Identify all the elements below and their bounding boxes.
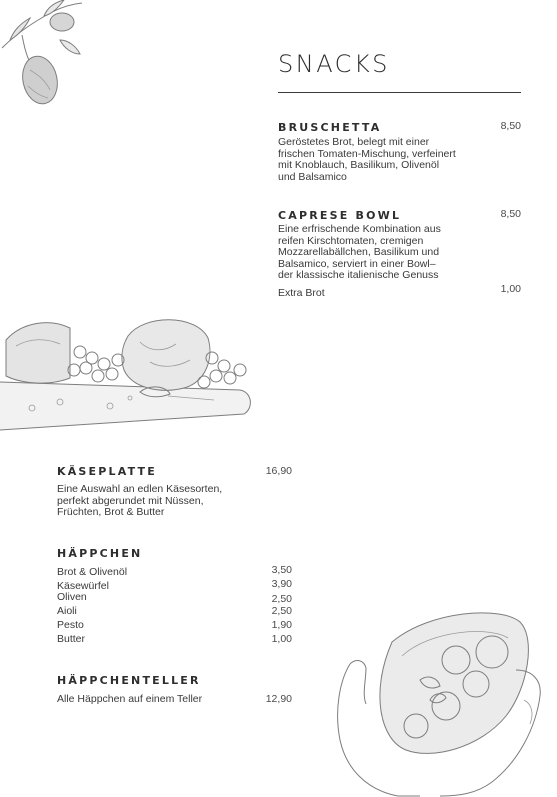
haeppchen-name: HÄPPCHEN [57, 547, 143, 560]
extra-bread-price: 1,00 [500, 283, 521, 295]
olive-branch-illustration [0, 0, 95, 110]
caprese-bowl-description: Eine erfrischende Kombination aus reifen Kirschtomaten, cremigen Mozzarellabällchen, Basilikum und Balsamico, serviert in einer Bowl– der klassische italienische Genuss [278, 223, 441, 282]
caprese-bowl-name: CAPRESE BOWL [278, 209, 402, 222]
kaeseplatte-description: Eine Auswahl an edlen Käsesorten, perfekt abgerundet mit Nüssen, Früchten, Brot & Butter [57, 483, 223, 519]
haeppchenteller-price: 12,90 [265, 693, 292, 705]
haeppchen-item-price: 3,90 [271, 578, 292, 590]
haeppchen-item-label: Brot & Olivenöl [57, 566, 128, 578]
haeppchen-item-label: Aioli [57, 605, 77, 617]
bruschetta-name: BRUSCHETTA [278, 121, 382, 134]
caprese-bowl-price: 8,50 [500, 208, 521, 220]
cheese-board-illustration [0, 312, 258, 432]
bruschetta-description: Geröstetes Brot, belegt mit einer frischen Tomaten-Mischung, verfeinert mit Knoblauch, Basilikum, Olivenöl und Balsamico [278, 136, 456, 183]
haeppchen-item-price: 2,50 [271, 605, 292, 617]
title-divider [278, 92, 521, 93]
extra-bread-label: Extra Brot [278, 287, 325, 299]
page-title: SNACKS [278, 50, 390, 78]
haeppchen-item-label: Butter [57, 633, 86, 645]
haeppchen-item-price: 1,90 [271, 619, 292, 631]
haeppchen-item-label: Oliven [57, 591, 87, 603]
kaeseplatte-name: KÄSEPLATTE [57, 465, 157, 478]
haeppchen-item-price: 3,50 [271, 564, 292, 576]
haeppchenteller-name: HÄPPCHENTELLER [57, 674, 201, 687]
haeppchen-item-label: Pesto [57, 619, 84, 631]
haeppchen-item-price: 1,00 [271, 633, 292, 645]
haeppchenteller-label: Alle Häppchen auf einem Teller [57, 693, 203, 705]
bruschetta-hand-illustration [270, 600, 557, 797]
haeppchen-item-label: Käsewürfel [57, 580, 109, 592]
haeppchen-item-price: 2,50 [271, 593, 292, 605]
bruschetta-price: 8,50 [500, 120, 521, 132]
kaeseplatte-price: 16,90 [265, 465, 292, 477]
